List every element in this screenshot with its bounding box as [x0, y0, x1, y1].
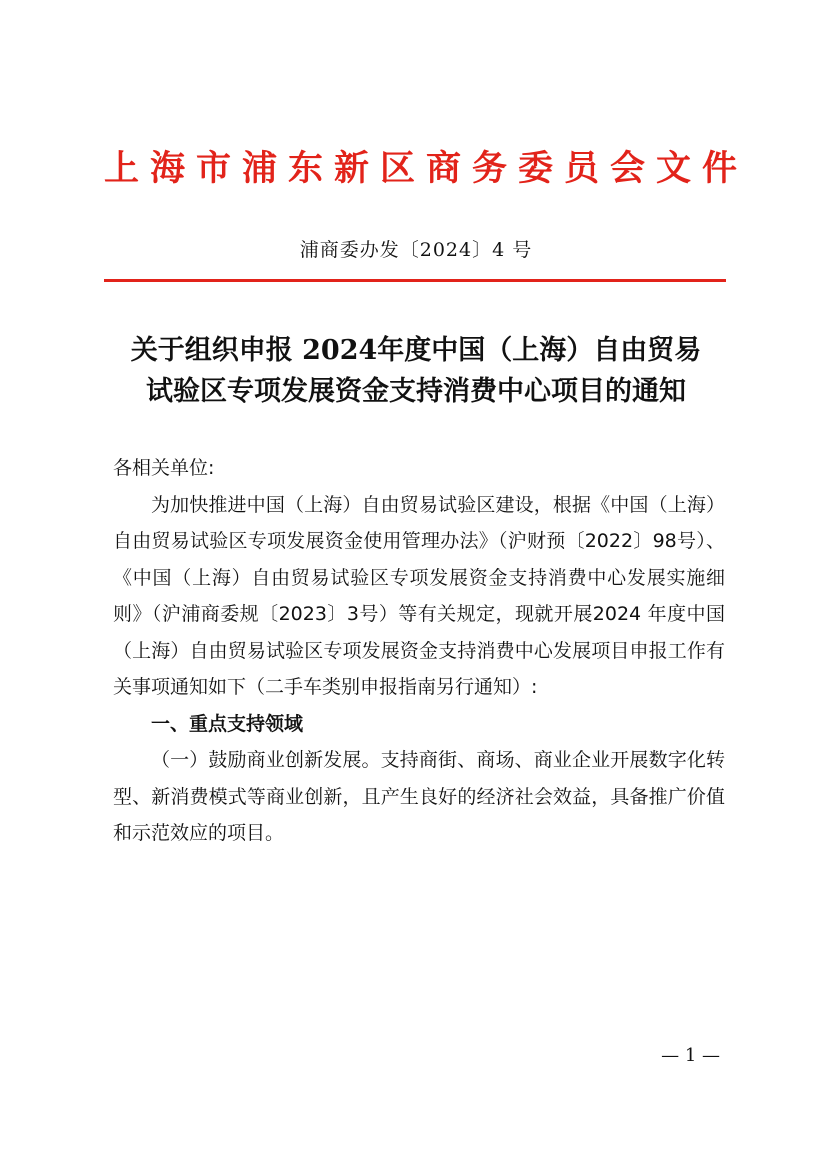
section-item-1: （一）鼓励商业创新发展。支持商街、商场、商业企业开展数字化转型、新消费模式等商业创新，且产生良好的经济社会效益，具备推广价值和示范效应的项目。 — [113, 749, 725, 844]
page-number: — 1 — — [661, 1045, 720, 1066]
section-heading-1: 一、重点支持领域 — [151, 712, 304, 735]
notice-title — [104, 330, 728, 412]
issuer-header-title: 上海市浦东新区商务委员会文件 — [104, 148, 749, 189]
red-divider-line — [104, 279, 726, 282]
intro-paragraph: 为加快推进中国（上海）自由贸易试验区建设，根据《中国（上海）自由贸易试验区专项发展资金使用管理办法》（沪财预〔2022〕98号）、《中国（上海）自由贸易试验区专项发展资金支持消费中心发展实施细则》（沪浦商委规〔2023〕3号）等有关规定，现就开展2024 年度中国（上海）自由贸易试验区专项发展资金支持消费中心发展项目申报工作有关事项通知如下（二手车类别申报指南另行通知）: — [113, 493, 725, 698]
notice-body — [113, 450, 725, 852]
document-number: 浦商委办发〔2024〕4 号 — [299, 239, 533, 261]
notice-title-line-2: 试验区专项发展资金支持消费中心项目的通知 — [146, 376, 686, 407]
salutation: 各相关单位: — [113, 457, 215, 479]
notice-title-line-1: 关于组织申报 2024年度中国（上海）自由贸易 — [130, 335, 702, 366]
